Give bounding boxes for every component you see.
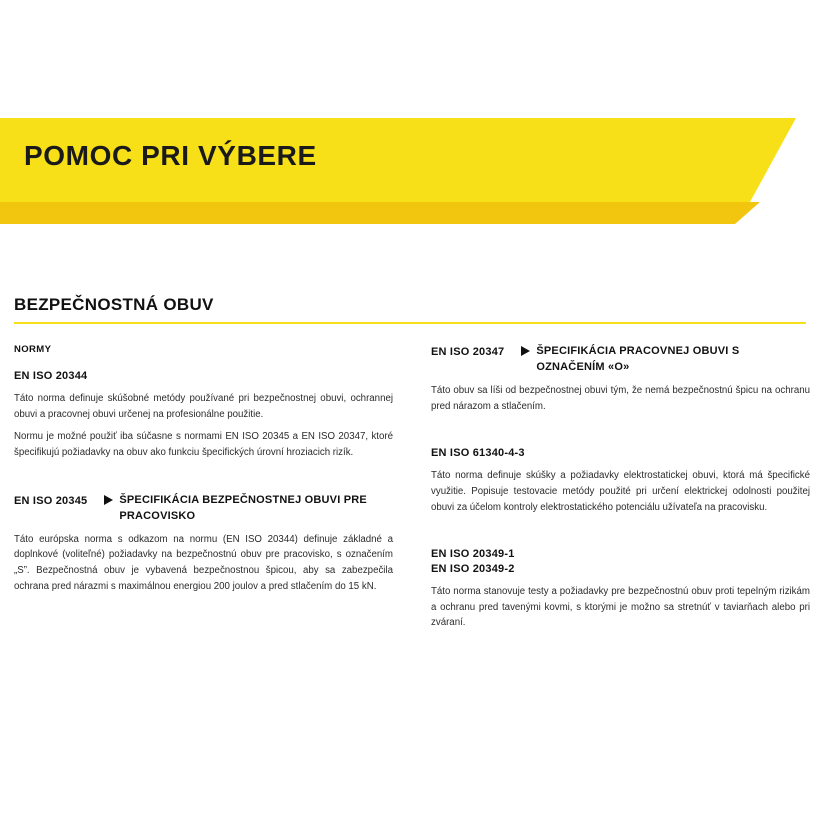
left-column bbox=[14, 344, 393, 649]
standard-code: EN ISO 20345 bbox=[14, 494, 88, 507]
standard-code: EN ISO 20344 bbox=[14, 370, 88, 382]
standard-paragraph: Normu je možné použiť iba súčasne s normami EN ISO 20345 a EN ISO 20347, ktoré špecifikujú požiadavky na obuv ako funkciu špecifických úrovní hroziacich rizík. bbox=[14, 431, 393, 458]
standard-paragraph: Táto norma definuje skúšky a požiadavky elektrostatickej obuvi, ktorá má špecifické využitie. Popisuje testovacie metódy použité pri určení elektrickej odolnosti použitej obuvi za účelom kontroly elektrostatického potenciálu užívateľa na pracovisku. bbox=[431, 470, 810, 513]
standard-code: EN ISO 20349-1 bbox=[431, 548, 515, 561]
section-title: BEZPEČNOSTNÁ OBUV bbox=[14, 295, 214, 314]
section-header bbox=[14, 295, 806, 324]
triangle-right-icon bbox=[514, 344, 536, 356]
standard-paragraph: Táto norma definuje skúšobné metódy používané pri bezpečnostnej obuvi, ochrannej obuvi a pracovnej obuvi určenej na profesionálne použitie. bbox=[14, 392, 393, 420]
standard-block bbox=[431, 344, 810, 414]
page-banner bbox=[0, 118, 820, 226]
standard-block bbox=[431, 446, 810, 515]
standard-block bbox=[14, 493, 393, 595]
standard-block bbox=[14, 369, 393, 461]
banner-title: POMOC PRI VÝBERE bbox=[24, 140, 317, 171]
content-columns bbox=[14, 344, 810, 649]
standard-paragraph: Táto európska norma s odkazom na normu (EN ISO 20344) definuje základné a doplnkové (voliteľné) požiadavky na bezpečnostnú obuv pre pracovisko, s označením „S”. Bezpečnostná obuv je vybavená bezpečnostnou špicou, aby sa zabezpečila ochrana pred nárazmi s maximálnou energiou 200 joulov a pred stlačením do 15 kN. bbox=[14, 533, 393, 592]
standard-heading: ŠPECIFIKÁCIA PRACOVNEJ OBUVI S OZNAČENÍM «O» bbox=[536, 345, 740, 373]
triangle-right-icon bbox=[97, 493, 119, 505]
standard-block bbox=[431, 547, 810, 631]
standard-paragraph: Táto norma stanovuje testy a požiadavky pre bezpečnostnú obuv proti tepelným rizikám a ochranu pred tavenými kovmi, s ktorými je možno sa stretnúť v taviarňach alebo pri zváraní. bbox=[431, 586, 810, 629]
standard-code: EN ISO 20347 bbox=[431, 346, 505, 358]
section-divider bbox=[14, 322, 806, 324]
standard-heading-row bbox=[14, 493, 393, 525]
left-column-kicker: NORMY bbox=[14, 344, 52, 355]
right-column bbox=[431, 344, 810, 649]
standard-heading-row bbox=[431, 344, 810, 376]
standard-code-secondary: EN ISO 20349-2 bbox=[431, 563, 515, 576]
banner-shadow-strip bbox=[0, 202, 760, 224]
standard-paragraph: Táto obuv sa líši od bezpečnostnej obuvi tým, že nemá bezpečnostnú špicu na ochranu pred nárazom a stlačením. bbox=[431, 384, 810, 412]
standard-code: EN ISO 61340-4-3 bbox=[431, 447, 525, 460]
standard-heading: ŠPECIFIKÁCIA BEZPEČNOSTNEJ OBUVI PRE PRACOVISKO bbox=[119, 493, 367, 522]
